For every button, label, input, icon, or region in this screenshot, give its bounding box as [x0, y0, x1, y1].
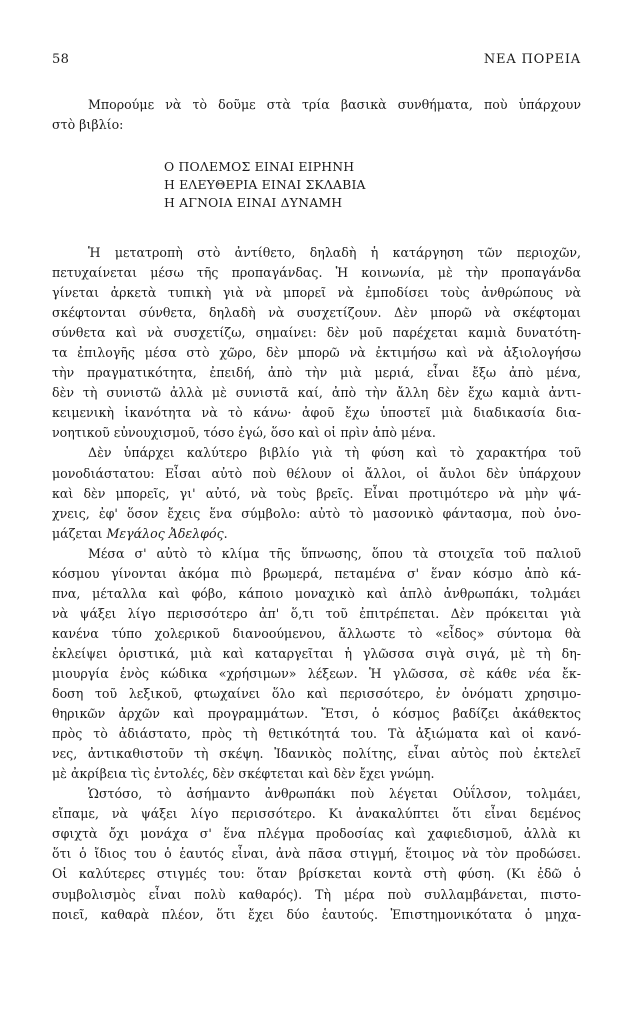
slogans-block	[164, 158, 366, 212]
text-line: δοση τοῦ λεξικοῦ, φτωχαίνει ὅλο καὶ περισσότερο, ἐν ὀνόματι χρησιμο-	[52, 686, 581, 702]
text-line: συμβολισμὸς εἶναι πολὺ καθαρός). Τὴ μέρα ποὺ συλλαμβάνεται, πιστο-	[52, 886, 581, 902]
text-line: νοητικοῦ εὐνουχισμοῦ, τόσο ἐγώ, ὅσο καὶ οἱ πρὶν ἀπὸ μένα.	[52, 425, 436, 441]
text-line: Ὡστόσο, τὸ ἀσήμαντο ἀνθρωπάκι ποὺ λέγεται Οὐΐλσον, τολμάει,	[88, 786, 581, 802]
slogan-line: Ο ΠΟΛΕΜΟΣ ΕΙΝΑΙ ΕΙΡΗΝΗ	[164, 159, 355, 174]
journal-title: ΝΕΑ ΠΟΡΕΙΑ	[483, 52, 581, 67]
text-line: μονοδιάστατου: Εἶσαι αὐτὸ ποὺ θέλουν οἱ ἄλλοι, οἱ ἄυλοι δὲν ὑπάρχουν	[52, 465, 581, 481]
text-line: κανένα τύπο χολερικοῦ διανοούμενου, ἄλλωστε τὸ «εἶδος» σύντομα θὰ	[52, 625, 581, 641]
text-line: πνα, μέταλλα καὶ φόβο, κάποιο μοναχικὸ καὶ ἁπλὸ ἀνθρωπάκι, τολμάει	[52, 585, 581, 601]
text-line: γίνεται ἀρκετὰ τυπικὴ γιὰ νὰ μπορεῖ νὰ ἐμποδίσει τοὺς ἀνθρώπους νὰ	[52, 285, 581, 301]
text-line: Μέσα σ' αὐτὸ τὸ κλίμα τῆς ὕπνωσης, ὅπου τὰ στοιχεῖα τοῦ παλιοῦ	[88, 545, 581, 561]
text-line: νὰ ψάξει λίγο περισσότερο ἀπ' ὅ,τι τοῦ ἐπιτρέπεται. Δὲν πρόκειται γιὰ	[52, 605, 581, 621]
text-line: σκέφτονται σύνθετα, δηλαδὴ νὰ συσχετίζουν. Δὲν μπορῶ νὰ σκέφτομαι	[52, 305, 581, 321]
text-line: τα ἐπιλογῆς μέσα στὸ χῶρο, δὲν μπορῶ νὰ ἐκτιμήσω καὶ νὰ ἀξιολογήσω	[52, 345, 581, 361]
text-line: κειμενικὴ ἱκανότητα νὰ τὸ κάνω· ἀφοῦ ἔχω ὑποστεῖ μιὰ διαδικασία δια-	[52, 405, 581, 421]
page-header	[52, 52, 581, 67]
text-line: μάζεται Μεγάλος Ἀδελφός.	[52, 525, 228, 541]
text-line: πετυχαίνεται μέσω τῆς προπαγάνδας. Ἡ κοινωνία, μὲ τὴν προπαγάνδα	[52, 265, 581, 281]
text-line: θηρικῶν ἀρχῶν καὶ προγραμμάτων. Ἔτσι, ὁ κόσμος βαδίζει ἀκάθεκτος	[52, 706, 581, 722]
text-line: Δὲν ὑπάρχει καλύτερο βιβλίο γιὰ τὴ φύση καὶ τὸ χαρακτήρα τοῦ	[88, 445, 581, 461]
paragraph	[52, 544, 581, 785]
paragraph	[52, 784, 581, 924]
text-line: σύνθετα καὶ νὰ συσχετίζω, σημαίνει: δὲν μοῦ παρέχεται καμιὰ δυνατότη-	[52, 325, 581, 341]
text-line: ὅτι ὁ ἴδιος του ὁ ἑαυτός εἶναι, ἀνὰ πᾶσα στιγμή, ἕτοιμος νὰ τὸν προδώσει.	[52, 846, 581, 862]
body-text	[52, 243, 581, 925]
text-line: κόσμου γίνονται ἀκόμα πιὸ βρωμερά, πεταμένα σ' ἕναν κόσμο ἀπὸ κά-	[52, 565, 581, 581]
text-line: ποιεῖ, καθαρὰ πλέον, ὅτι ἔχει δύο ἑαυτούς. Ἐπιστημονικότατα ὁ μηχα-	[52, 906, 581, 922]
paragraph	[52, 243, 581, 443]
text-line: τὴν πραγματικότητα, ἐπειδή, ἀπὸ τὴν μιὰ μεριά, εἶναι ἔξω ἀπὸ μένα,	[52, 365, 581, 381]
text-line: καὶ δὲν μπορεῖς, γι' αὐτό, νὰ τοὺς βρεῖς. Εἶναι προτιμότερο νὰ μὴν ψά-	[52, 485, 581, 501]
slogan-line: Η ΕΛΕΥΘΕΡΙΑ ΕΙΝΑΙ ΣΚΛΑΒΙΑ	[164, 177, 366, 192]
text-line: ἐκλείψει ὁριστικά, μιὰ καὶ καταργεῖται ἡ γλῶσσα σιγὰ σιγά, μὲ τὴ δη-	[52, 645, 581, 661]
text-line: Μπορούμε νὰ τὸ δοῦμε στὰ τρία βασικὰ συνθήματα, ποὺ ὑπάρχουν	[88, 97, 581, 112]
paragraph	[52, 443, 581, 543]
text-line: μιουργία ἑνὸς κώδικα «χρήσιμων» λέξεων. Ἡ γλῶσσα, σὲ κάθε νέα ἔκ-	[52, 665, 581, 681]
page-number: 58	[52, 52, 70, 67]
text-line: δὲν τὴ συνιστῶ ἀλλὰ μὲ συνιστᾶ καί, ἀπὸ τὴν ἄλλη δὲν ἔχω καμιὰ ἀντι-	[52, 385, 581, 401]
intro-paragraph	[52, 95, 581, 135]
slogan-line: Η ΑΓΝΟΙΑ ΕΙΝΑΙ ΔΥΝΑΜΗ	[164, 195, 343, 210]
text-line: νες, ἀντικαθιστοῦν τὴ σκέψη. Ἰδανικὸς πολίτης, εἶναι αὐτὸς ποὺ ἐκτελεῖ	[52, 746, 581, 762]
text-line: στὸ βιβλίο:	[52, 117, 124, 133]
text-line: σφιχτὰ ὄχι μονάχα σ' ἕνα πλέγμα προδοσίας καὶ χαφιεδισμοῦ, ἀλλὰ κι	[52, 826, 581, 842]
text-line: εἴπαμε, νὰ ψάξει λίγο περισσότερο. Κι ἀνακαλύπτει ὅτι εἶναι δεμένος	[52, 806, 581, 822]
text-line: πρὸς τὸ ἀδιάστατο, πρὸς τὴ θετικότητά του. Τὰ ἀξιώματα καὶ οἱ κανό-	[52, 726, 581, 742]
text-line: Οἱ καλύτερες στιγμές του: ὅταν βρίσκεται κοντὰ στὴ φύση. (Κι ἐδῶ ὁ	[52, 866, 581, 882]
text-line: χνεις, ἐφ' ὅσον ἔχεις ἕνα σύμβολο: αὐτὸ τὸ μασονικὸ φάντασμα, ποὺ ὀνο-	[52, 505, 581, 521]
text-line: μὲ ἀκρίβεια τὶς ἐντολές, δὲν σκέφτεται καὶ δὲν ἔχει γνώμη.	[52, 766, 435, 782]
text-line: Ἡ μετατροπὴ στὸ ἀντίθετο, δηλαδὴ ἡ κατάργηση τῶν περιοχῶν,	[88, 245, 581, 260]
